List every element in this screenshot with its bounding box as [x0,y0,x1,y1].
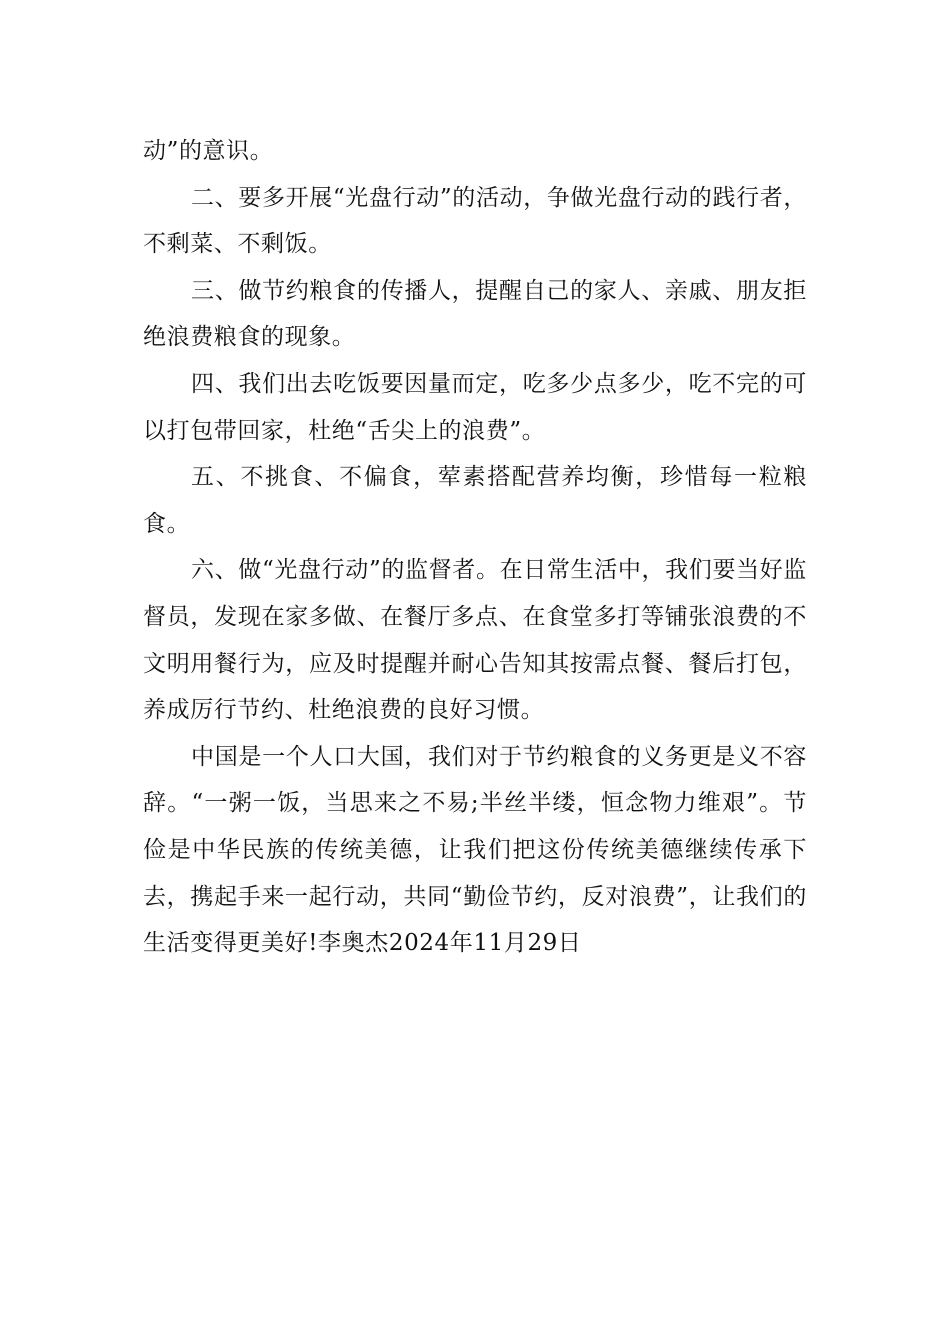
paragraph-item-4: 四、我们出去吃饭要因量而定，吃多少点多少，吃不完的可以打包带回家，杜绝“舌尖上的浪费”。 [143,370,807,444]
paragraph-item-6: 六、做“光盘行动”的监督者。在日常生活中，我们要当好监督员，发现在家多做、在餐厅多点、在食堂多打等铺张浪费的不文明用餐行为，应及时提醒并耐心告知其按需点餐、餐后打包，养成厉行节约、杜绝浪费的良好习惯。 [143,557,807,724]
document-body [143,128,807,967]
paragraph-conclusion: 中国是一个人口大国，我们对于节约粮食的义务更是义不容辞。“一粥一饭，当思来之不易;半丝半缕，恒念物力维艰”。节俭是中华民族的传统美德，让我们把这份传统美德继续传承下去，携起手来一起行动，共同“勤俭节约，反对浪费”，让我们的生活变得更美好!李奥杰2024年11月29日 [143,743,807,957]
paragraph-continuation: 动”的意识。 [143,138,274,164]
paragraph-item-2: 二、要多开展“光盘行动”的活动，争做光盘行动的践行者，不剩菜、不剩饭。 [143,184,807,258]
paragraph-item-5: 五、不挑食、不偏食，荤素搭配营养均衡，珍惜每一粒粮食。 [143,464,807,537]
paragraph-item-3: 三、做节约粮食的传播人，提醒自己的家人、亲戚、朋友拒绝浪费粮食的现象。 [143,277,807,351]
